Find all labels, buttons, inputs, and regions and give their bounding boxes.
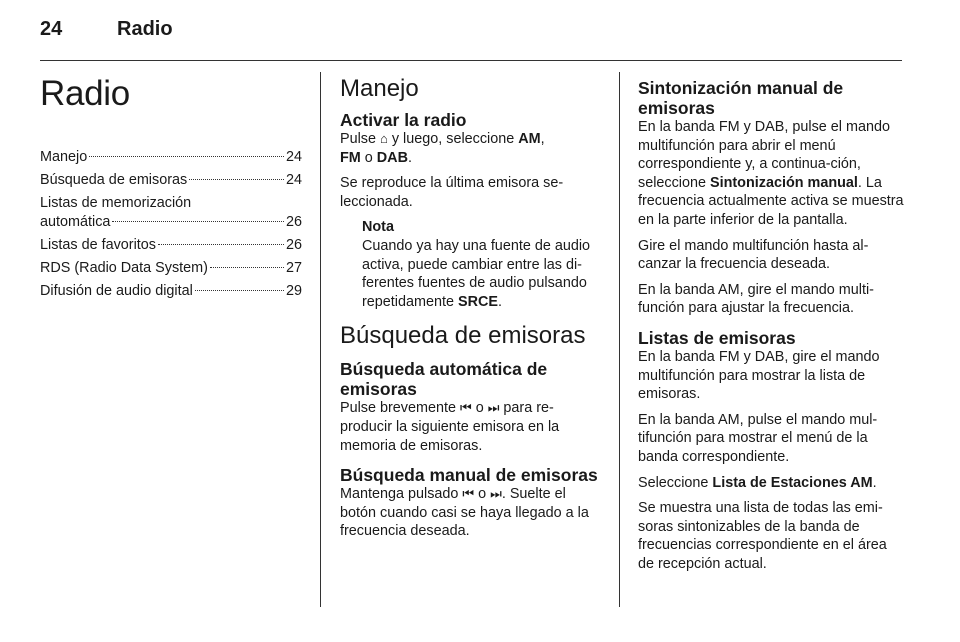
toc-label: Listas de favoritos (40, 237, 156, 253)
toc-page: 26 (285, 214, 302, 230)
toc-leader (112, 221, 284, 222)
paragraph-sint-3: En la banda AM, gire el mando multi-función para ajustar la frecuencia. (638, 281, 874, 317)
toc-leader (89, 156, 284, 157)
page-header (40, 18, 902, 58)
toc-leader (158, 244, 284, 245)
column-middle (340, 74, 602, 548)
section-title-manejo: Manejo (340, 75, 419, 102)
subsection-title-auto: Búsqueda automática de emisoras (340, 359, 548, 400)
paragraph-listas-1: En la banda FM y DAB, gire el mando multifunción para mostrar la lista de emisoras. (638, 348, 880, 403)
toc-label: Difusión de audio digital (40, 283, 193, 299)
page-number: 24 (40, 18, 63, 40)
paragraph-sint-2: Gire el mando multifunción hasta al-canzar la frecuencia deseada. (638, 237, 869, 273)
paragraph-listas-4: Se muestra una lista de todas las emi-soras sintonizables de la banda de frecuencias correspondiente en el área de recepción actual. (638, 500, 887, 572)
toc-label-line: Listas de memorización (40, 195, 192, 211)
home-icon: ⌂ (380, 131, 388, 146)
paragraph-ultima: Se reproduce la última emisora se-leccionada. (340, 175, 564, 210)
toc-page: 27 (285, 260, 302, 276)
header-rule (40, 60, 902, 61)
toc-leader (189, 179, 284, 180)
toc-item[interactable] (40, 148, 302, 167)
note-label: Nota (362, 219, 394, 236)
toc-page: 29 (285, 283, 302, 299)
next-track-icon: ⏭ (487, 400, 500, 416)
toc-page: 24 (285, 149, 302, 165)
section-title-busqueda: Búsqueda de emisoras (340, 322, 586, 350)
toc-item[interactable] (40, 259, 302, 278)
column-divider (619, 72, 620, 607)
toc-item[interactable] (40, 194, 302, 232)
toc-label: automática (40, 214, 111, 230)
toc-item[interactable] (40, 171, 302, 190)
subsection-title-sintonizacion: Sintonización manual de emisoras (638, 78, 844, 118)
subsection-title-manual: Búsqueda manual de emisoras (340, 465, 598, 486)
note-text: Cuando ya hay una fuente de audio activa, puede cambiar entre las di-ferentes fuentes de audio pulsando repetidamente SRCE. (362, 237, 591, 310)
next-track-icon: ⏭ (490, 486, 502, 502)
paragraph-auto: Pulse brevemente ⏮ o ⏭ para re-producir la siguiente emisora en la memoria de emisoras. (340, 400, 560, 454)
column-divider (320, 72, 321, 607)
note-box (362, 218, 602, 311)
running-section-title: Radio (117, 18, 173, 40)
subsection-title-listas: Listas de emisoras (638, 327, 796, 348)
chapter-title: Radio (40, 74, 130, 113)
paragraph-activar: Pulse ⌂ y luego, seleccione AM, FM o DAB. (340, 131, 545, 166)
previous-track-icon: ⏮ (462, 486, 475, 502)
toc-label: Manejo (40, 149, 88, 165)
paragraph-sint-1: En la banda FM y DAB, pulse el mando multifunción para abrir el menú correspondiente y, a continua-ción, seleccione Sintonización manual. La frecuencia actualmente activa se muestra en la parte inferior de la pantalla. (638, 119, 904, 228)
toc-label: RDS (Radio Data System) (40, 260, 208, 276)
paragraph-manual: Mantenga pulsado ⏮ o ⏭. Suelte el botón cuando casi se haya llegado a la frecuencia deseada. (340, 486, 589, 540)
toc-leader (210, 267, 284, 268)
paragraph-listas-2: En la banda AM, pulse el mando mul-tifunción para mostrar el menú de la banda correspondiente. (638, 411, 878, 465)
table-of-contents (40, 148, 302, 301)
subsection-title-activar: Activar la radio (340, 110, 467, 130)
column-toc (40, 74, 302, 305)
paragraph-listas-3: Seleccione Lista de Estaciones AM. (638, 474, 877, 491)
column-right (638, 74, 904, 580)
toc-leader (195, 290, 284, 291)
toc-label: Búsqueda de emisoras (40, 172, 188, 188)
toc-page: 26 (285, 237, 302, 253)
toc-page: 24 (285, 172, 302, 188)
toc-item[interactable] (40, 282, 302, 301)
toc-item[interactable] (40, 236, 302, 255)
previous-track-icon: ⏮ (460, 400, 472, 416)
